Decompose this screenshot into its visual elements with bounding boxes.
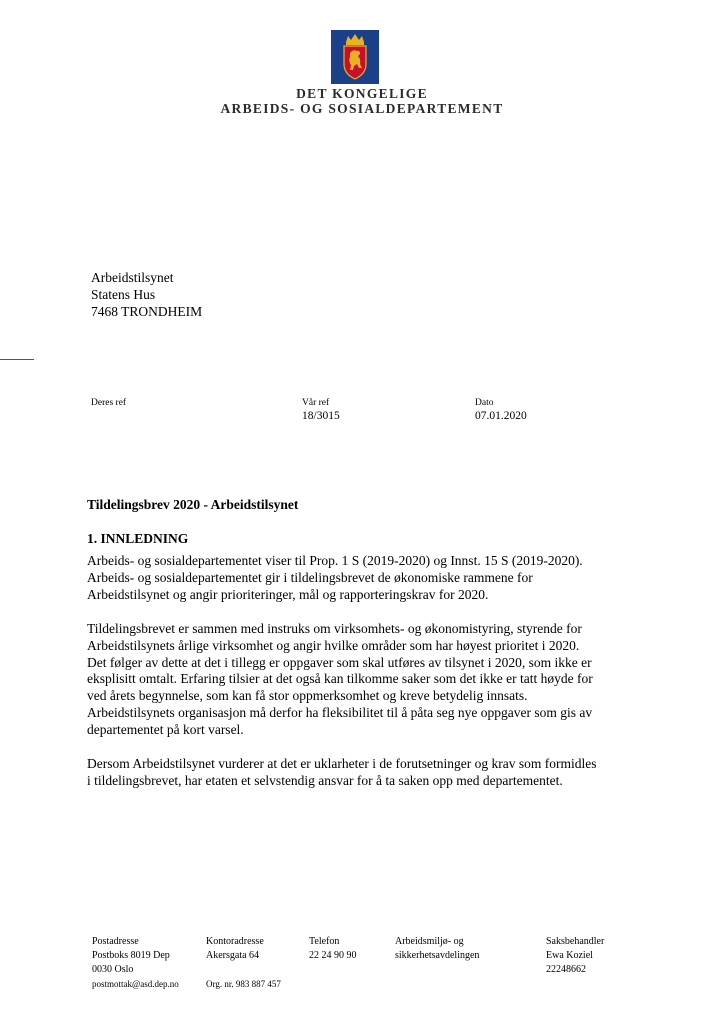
paragraph-line: Arbeidstilsynet og angir prioriteringer, mål og rapporteringskrav for 2020. — [87, 586, 489, 602]
var-ref-label: Vår ref — [302, 398, 330, 408]
dato-value: 07.01.2020 — [475, 410, 527, 422]
recipient-name: Arbeidstilsynet — [91, 270, 174, 285]
footer-saksbehandler — [546, 935, 604, 977]
org-number: Org. nr. 983 887 457 — [206, 979, 281, 989]
coat-of-arms-logo — [331, 30, 379, 84]
paragraph-line: Det følger av dette at det i tillegg er oppgaver som skal utføres av tilsynet i 2020, som ikke er — [87, 654, 592, 670]
footer-telefon — [309, 935, 357, 963]
paragraph-2 — [87, 621, 647, 739]
saksbehandler-label: Saksbehandler — [546, 936, 605, 947]
deres-ref-label: Deres ref — [91, 398, 127, 408]
paragraph-line: Dersom Arbeidstilsynet vurderer at det er uklarheter i de forutsetninger og krav som formidles — [87, 756, 597, 771]
paragraph-line: Arbeidstilsynets årlige virksomhet og angir hvilke områder som har høyest prioritet i 2020. — [87, 637, 580, 653]
postadresse-label: Postadresse — [92, 936, 139, 947]
kontoradresse-value: Akersgata 64 — [206, 950, 260, 961]
dato-label: Dato — [475, 398, 494, 408]
fold-mark — [0, 359, 34, 360]
section-heading: 1. INNLEDNING — [87, 531, 189, 546]
paragraph-line: Arbeids- og sosialdepartementet gir i tildelingsbrevet de økonomiske rammene for — [87, 569, 533, 585]
email-address: postmottak@asd.dep.no — [92, 979, 179, 989]
paragraph-3 — [87, 756, 647, 790]
paragraph-line: eksplisitt omtalt. Erfaring tilsier at det også kan tilkomme saker som det ikke er tatt høyde for — [87, 671, 593, 687]
paragraph-line: departementet på kort varsel. — [87, 721, 244, 737]
paragraph-line: Arbeidstilsynets organisasjon må derfor ha fleksibilitet til å påta seg nye oppgaver som gis av — [87, 704, 593, 720]
avdeling-line1: Arbeidsmiljø- og — [395, 936, 464, 947]
paragraph-1 — [87, 553, 647, 603]
postadresse-line1: Postboks 8019 Dep — [92, 950, 170, 961]
letter-title: Tildelingsbrev 2020 - Arbeidstilsynet — [87, 497, 299, 512]
recipient-building: Statens Hus — [91, 287, 156, 302]
paragraph-line: i tildelingsbrevet, har etaten et selvstendig ansvar for å ta saken opp med departementet. — [87, 772, 563, 788]
kontoradresse-label: Kontoradresse — [206, 936, 264, 947]
paragraph-line: Arbeids- og sosialdepartementet viser til Prop. 1 S (2019-2020) og Innst. 15 S (2019-2020). — [87, 553, 583, 568]
avdeling-line2: sikkerhetsavdelingen — [395, 950, 480, 961]
postadresse-line2: 0030 Oslo — [92, 964, 134, 975]
footer-avdeling — [395, 935, 479, 963]
telefon-value: 22 24 90 90 — [309, 950, 357, 961]
paragraph-line: Tildelingsbrevet er sammen med instruks om virksomhets- og økonomistyring, styrende for — [87, 621, 582, 636]
letterhead-line-1: DET KONGELIGE — [296, 86, 428, 101]
telefon-label: Telefon — [309, 936, 340, 947]
saksbehandler-name: Ewa Koziel — [546, 950, 593, 961]
recipient-city: 7468 TRONDHEIM — [91, 304, 203, 319]
saksbehandler-phone: 22248662 — [546, 964, 586, 975]
footer-kontoradresse — [206, 935, 281, 991]
letterhead-line-2: ARBEIDS- OG SOSIALDEPARTEMENT — [220, 101, 504, 116]
var-ref-value: 18/3015 — [302, 410, 340, 422]
footer-postadresse — [92, 935, 179, 991]
paragraph-line: ved årets begynnelse, som kan få stor oppmerksomhet og kreve betydelig innsats. — [87, 688, 528, 704]
